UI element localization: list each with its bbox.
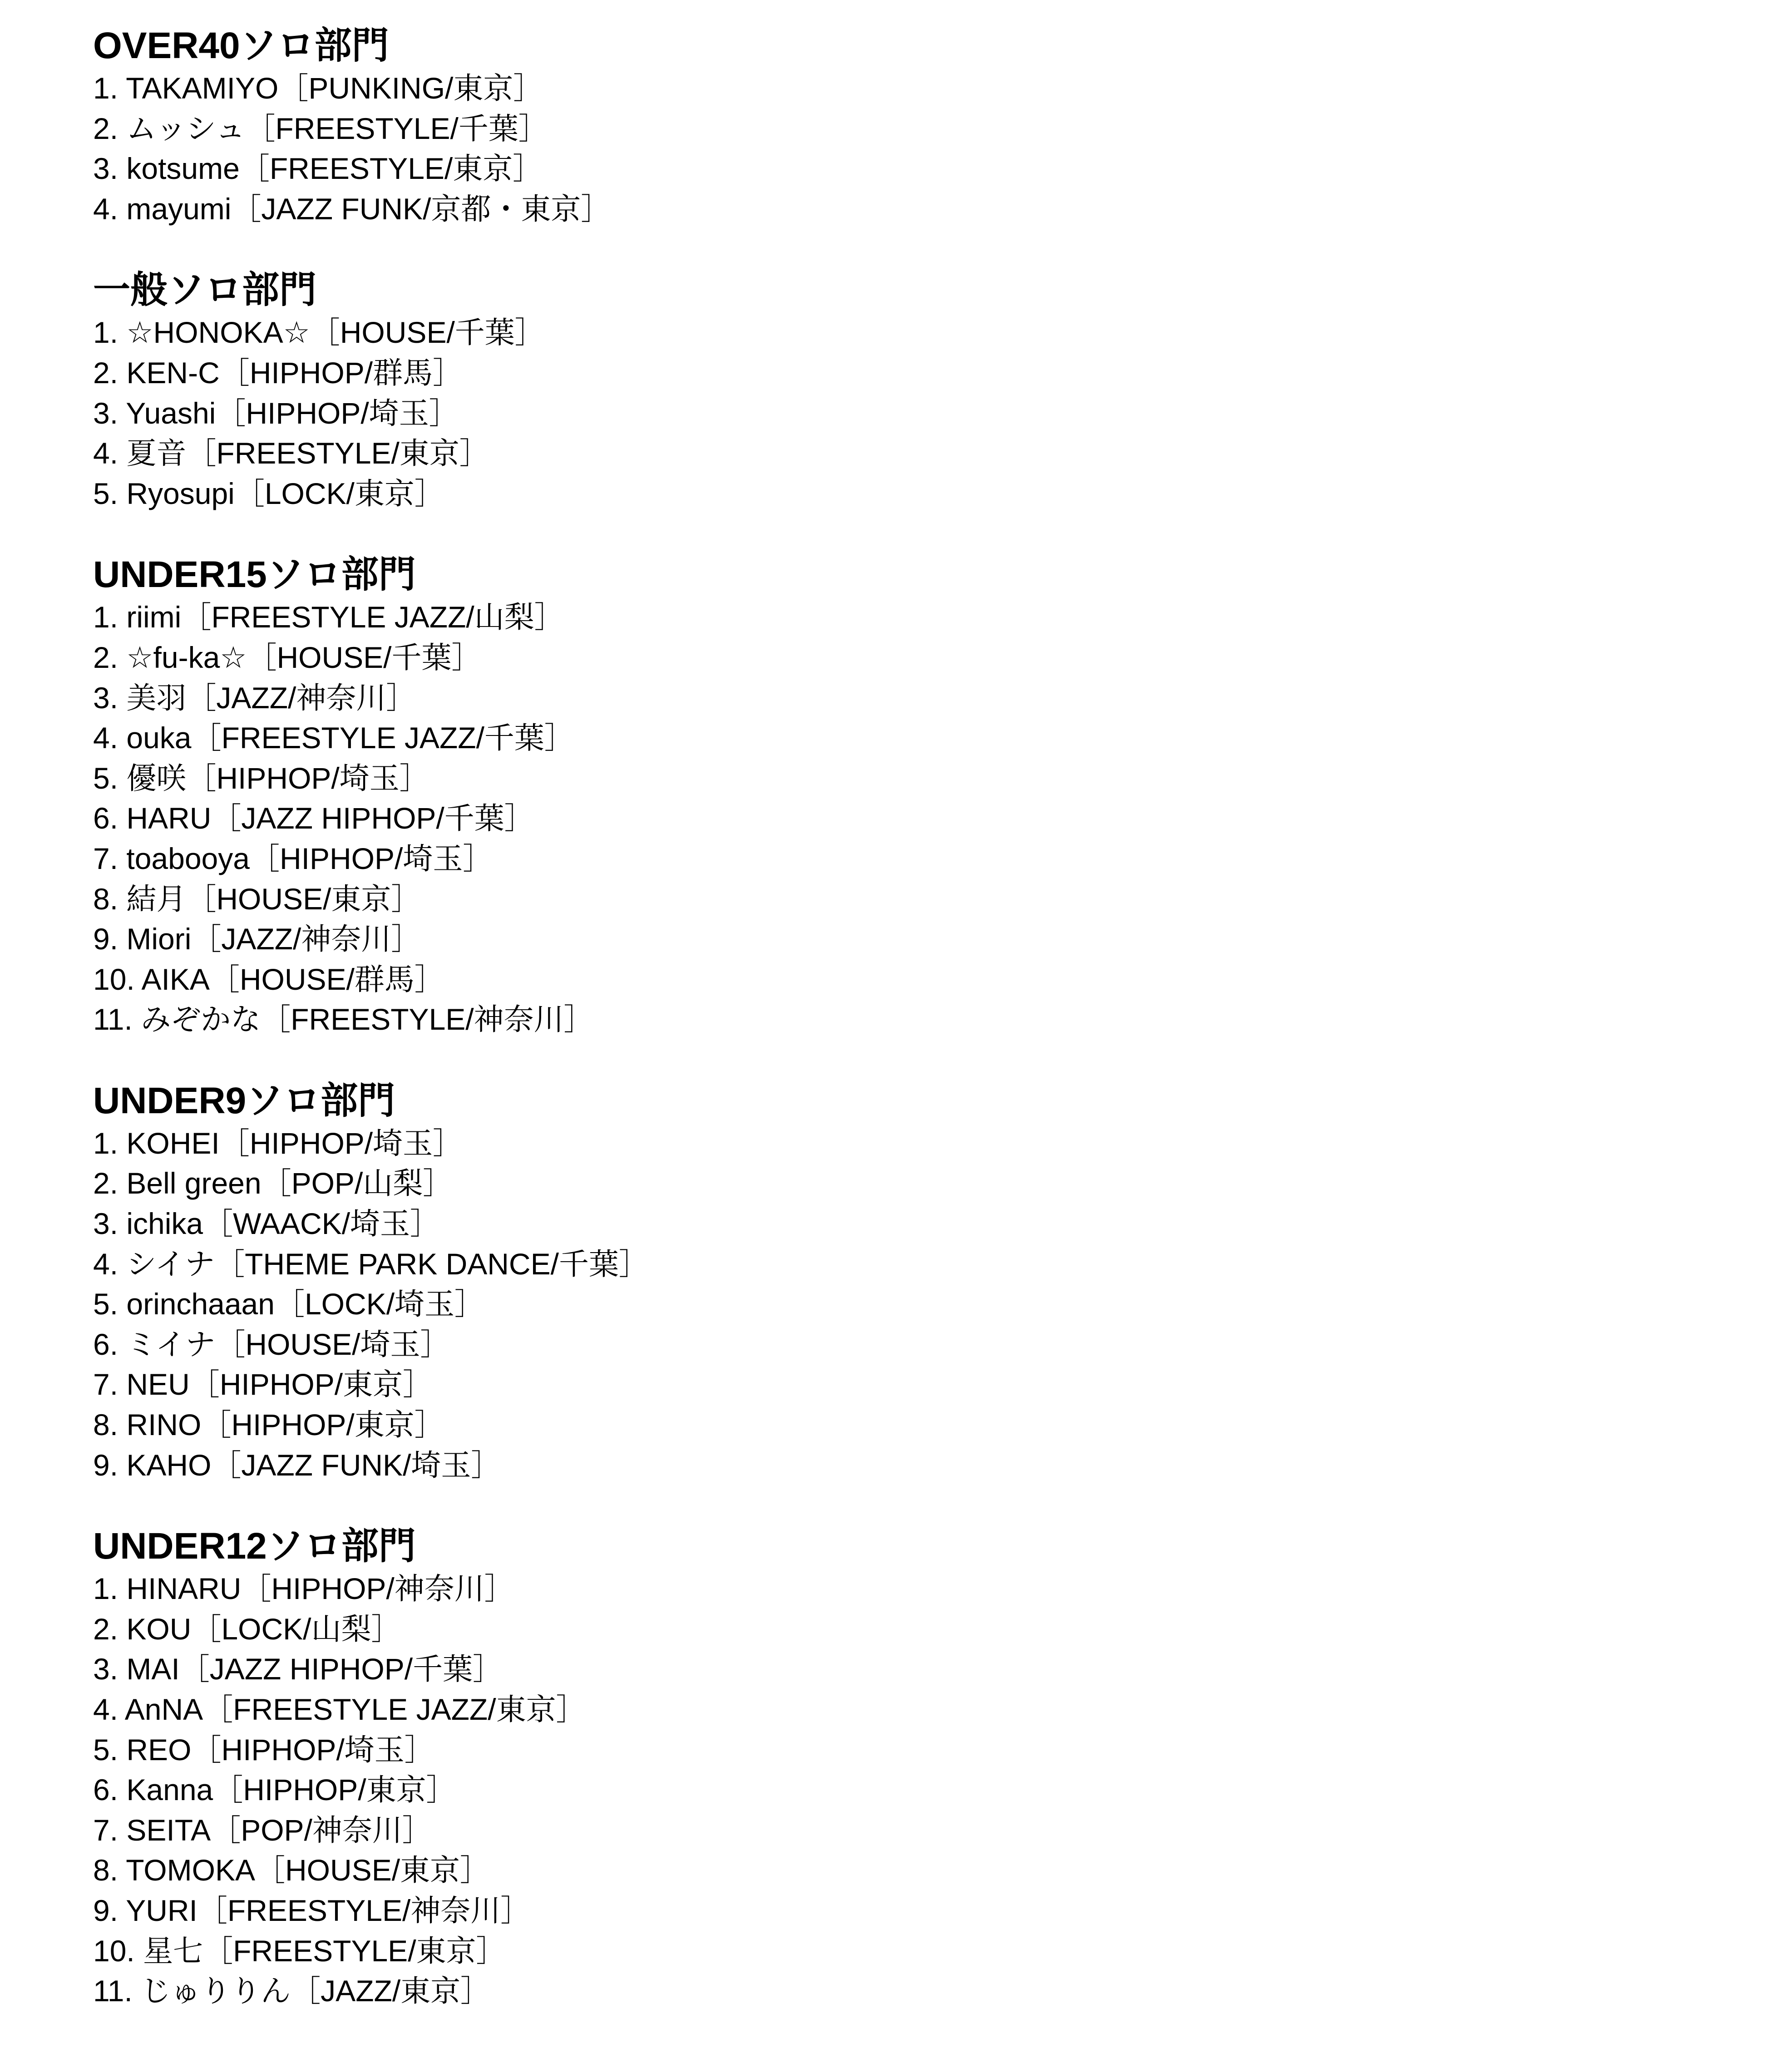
list-item: 9. YURI［FREESTYLE/神奈川］ (93, 1893, 531, 1927)
list-item: 9. Miori［JAZZ/神奈川］ (93, 922, 421, 956)
list-item: 3. MAI［JAZZ HIPHOP/千葉］ (93, 1652, 503, 1686)
section-title: OVER40ソロ部門 (93, 25, 389, 66)
list-item: 6. HARU［JAZZ HIPHOP/千葉］ (93, 801, 534, 835)
list-item: 11. じゅりりん［JAZZ/東京］ (93, 1974, 491, 2008)
list-item: 2. KOU［LOCK/山梨］ (93, 1612, 401, 1646)
list-item: 3. 美羽［JAZZ/神奈川］ (93, 681, 416, 715)
list-item: 7. SEITA［POP/神奈川］ (93, 1813, 432, 1847)
list-item: 3. Yuashi［HIPHOP/埼玉］ (93, 396, 459, 430)
list-item: 5. REO［HIPHOP/埼玉］ (93, 1732, 434, 1767)
list-item: 1. HINARU［HIPHOP/神奈川］ (93, 1572, 514, 1606)
list-item: 4. 夏音［FREESTYLE/東京］ (93, 436, 489, 470)
entry-list (93, 1123, 1728, 1485)
list-item: 4. mayumi［JAZZ FUNK/京都・東京］ (93, 192, 611, 226)
section-general-solo (93, 268, 1728, 513)
list-item: 3. ichika［WAACK/埼玉］ (93, 1207, 440, 1241)
list-item: 8. RINO［HIPHOP/東京］ (93, 1408, 444, 1442)
entry-list (93, 1569, 1728, 2011)
list-item: 7. toabooya［HIPHOP/埼玉］ (93, 841, 493, 875)
list-item: 2. Bell green［POP/山梨］ (93, 1166, 453, 1200)
list-item: 9. KAHO［JAZZ FUNK/埼玉］ (93, 1448, 501, 1482)
list-item: 3. kotsume［FREESTYLE/東京］ (93, 152, 543, 186)
section-under15-solo (93, 553, 1728, 1040)
entry-list (93, 597, 1728, 1040)
section-title: UNDER9ソロ部門 (93, 1080, 395, 1121)
list-item: 5. orinchaaan［LOCK/埼玉］ (93, 1287, 485, 1321)
list-item: 2. ☆fu-ka☆［HOUSE/千葉］ (93, 640, 482, 674)
entry-list (93, 312, 1728, 513)
list-item: 8. TOMOKA［HOUSE/東京］ (93, 1853, 490, 1887)
list-item: 10. 星七［FREESTYLE/東京］ (93, 1934, 506, 1968)
list-item: 1. riimi［FREESTYLE JAZZ/山梨］ (93, 600, 564, 634)
list-item: 8. 結月［HOUSE/東京］ (93, 882, 421, 916)
list-item: 4. シイナ［THEME PARK DANCE/千葉］ (93, 1247, 649, 1281)
section-title: 一般ソロ部門 (93, 269, 317, 311)
list-item: 5. 優咲［HIPHOP/埼玉］ (93, 761, 429, 795)
list-item: 6. ミイナ［HOUSE/埼玉］ (93, 1327, 450, 1361)
list-item: 7. NEU［HIPHOP/東京］ (93, 1367, 433, 1402)
list-item: 4. ouka［FREESTYLE JAZZ/千葉］ (93, 721, 574, 755)
list-item: 4. AnNA［FREESTYLE JAZZ/東京］ (93, 1693, 586, 1726)
section-title: UNDER15ソロ部門 (93, 554, 416, 596)
section-under9-solo (93, 1079, 1728, 1485)
list-item: 1. TAKAMIYO［PUNKING/東京］ (93, 71, 543, 105)
entry-list (93, 68, 1728, 229)
list-item: 6. Kanna［HIPHOP/東京］ (93, 1773, 456, 1807)
list-item: 1. KOHEI［HIPHOP/埼玉］ (93, 1126, 463, 1160)
list-item: 5. Ryosupi［LOCK/東京］ (93, 476, 444, 510)
section-title: UNDER12ソロ部門 (93, 1525, 416, 1567)
list-item: 10. AIKA［HOUSE/群馬］ (93, 962, 444, 996)
list-item: 11. みぞかな［FREESTYLE/神奈川］ (93, 1002, 594, 1036)
document-body (93, 24, 1728, 2011)
list-item: 1. ☆HONOKA☆［HOUSE/千葉］ (93, 316, 545, 350)
section-over40-solo (93, 24, 1728, 229)
list-item: 2. KEN-C［HIPHOP/群馬］ (93, 355, 463, 390)
list-item: 2. ムッシュ［FREESTYLE/千葉］ (93, 111, 548, 145)
section-under12-solo (93, 1524, 1728, 2011)
